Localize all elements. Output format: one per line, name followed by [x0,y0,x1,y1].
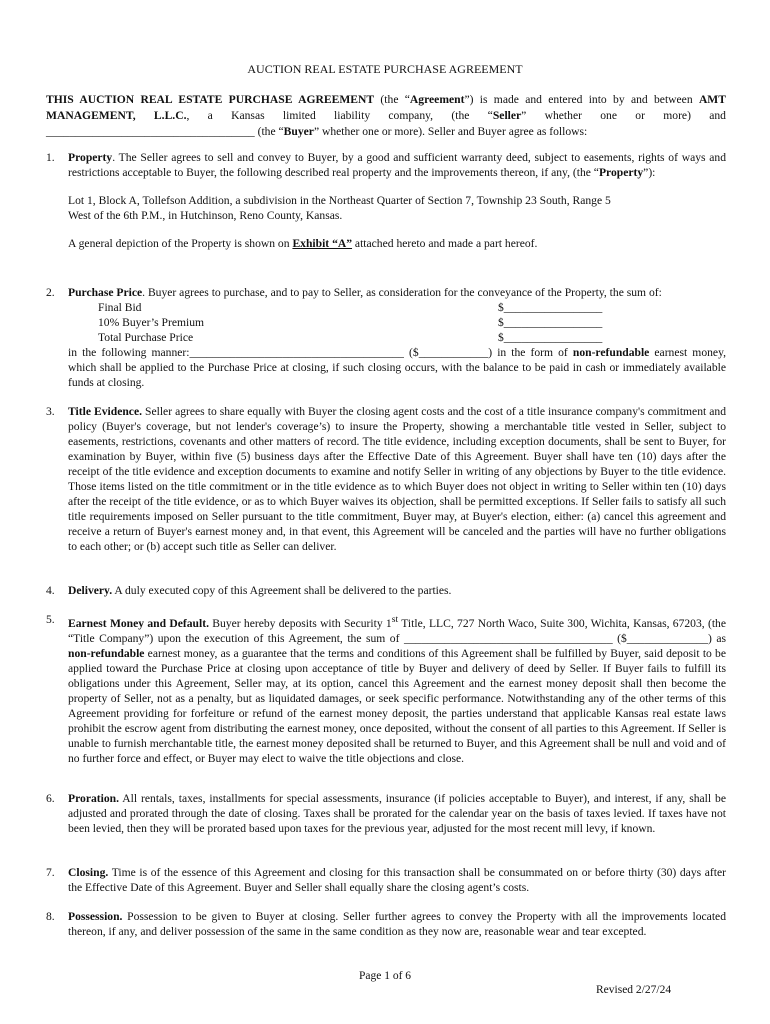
section-number: 5. [46,613,55,626]
price-label: Total Purchase Price [98,331,194,344]
price-row-total [68,330,726,345]
page-number: Page 1 of 6 [358,970,412,982]
section-text: Closing. Time is of the essence of this Agreement and closing for this transaction shall be consummated on or before thirty (30) days after the Effective Date of this Agreement. Buyer and Seller shall equally share the closing agent’s costs. [68,866,726,894]
section-number: 3. [46,405,55,418]
section-number: 8. [46,910,55,923]
section-number: 6. [46,792,55,805]
section-text: Proration. All rentals, taxes, installments for special assessments, insurance (if policies acceptable to Buyer), and interest, if any, shall be adjusted and prorated through the date of closing. Taxes shall be prorated for the calendar year on the basis of taxes levied. If taxes have not been levied, then they will be prorated based upon taxes for the previous year, adjusted for the most recent mill levy, if known. [68,792,726,835]
section-text: Earnest Money and Default. Buyer hereby deposits with Security 1st Title, LLC, 727 North Waco, Suite 300, Wichita, Kansas, 67203, (the “Title Company”) upon the execution of this Agreement, the sum of ____________________________________ ($______________) as non-refundable earnest money, as a guarantee that the terms and conditions of this Agreement shall be fulfilled by Buyer, said deposit to be applied toward the Purchase Price at closing upon acceptance of title by Buyer and delivery of deed by Seller. If Buyer fails to fulfill its obligations under this Agreement, Seller may, at its option, cancel this Agreement and the earnest money deposit shall then become the property of Seller, not as a penalty, but as liquidated damages, or seek specific performance. Notwithstanding any of the other terms of this Agreement providing for forfeiture or refund of the earnest money deposit, the parties understand that applicable Kansas real estate laws prohibit the escrow agent from distributing the earnest money, once deposited, without the consent of all parties to this Agreement. If Seller is unable to furnish merchantable title, the earnest money deposited shall be returned to Buyer, and this Agreement shall be null and void and of no further force and effect, or Buyer may elect to waive the title objections and close. [68,614,727,765]
document-title: AUCTION REAL ESTATE PURCHASE AGREEMENT [247,62,523,76]
price-blank[interactable]: $_________________ [498,331,603,344]
section-possession [46,909,726,939]
legal-description: Lot 1, Block A, Tollefson Addition, a subdivision in the Northeast Quarter of Section 7, Township 23 South, Range 5 West of the 6th P.M., in Hutchinson, Reno County, Kansas. [68,194,611,222]
price-row-final-bid [68,300,726,315]
revision-date: Revised 2/27/24 [596,984,672,996]
section-text: Possession. Possession to be given to Buyer at closing. Seller further agrees to convey the Property with all the improvements located thereon, if any, and deliver possession of the same in the same condition as they now are, reasonable wear and tear excepted. [68,910,726,938]
exhibit-reference: A general depiction of the Property is shown on Exhibit “A” attached hereto and made a part hereof. [68,237,538,250]
price-blank[interactable]: $_________________ [498,316,603,329]
section-earnest-money [46,612,726,766]
section-text: Property. The Seller agrees to sell and convey to Buyer, by a good and sufficient warranty deed, subject to easements, rights of ways and restrictions acceptable to Buyer, the following described real property and the improvements thereon, if any, (the “Property”): [68,151,726,179]
price-row-buyers-premium [68,315,726,330]
price-label: Final Bid [98,301,142,314]
section-number: 7. [46,866,55,879]
section-text: Purchase Price. Buyer agrees to purchase, and to pay to Seller, as consideration for the conveyance of the Property, the sum of: [68,286,662,299]
section-closing [46,865,726,895]
section-text: Title Evidence. Seller agrees to share equally with Buyer the closing agent costs and the cost of a title insurance company's commitment and policy (Buyer's coverage, but not lender's coverage’s) to insure the Property, showing a merchantable title vested in Seller, subject to easements, restrictions, covenants and other matters of record. The title evidence, including exception documents, shall be sent to Buyer, for examination by Buyer, within five (5) business days after the Effective Date of this Agreement. Buyer shall have ten (10) days after the receipt of the title evidence and exception documents to examine and notify Seller in writing of any objections by Buyer to the title evidence. Those items listed on the title commitment or in the title evidence as to which Buyer does not object in writing to Seller within ten (10) days after the receipt of the title evidence, or as to which Buyer waives its objection, shall be permitted exceptions. If Seller fails to satisfy all such title requirements imposed on Seller pursuant to the title commitment, Buyer may, at Buyer's election, either: (a) cancel this agreement and receive a return of Buyer's earnest money and, in that event, this Agreement will be canceled and the parties will have no further obligations to each other; or (b) accept such title as Seller can deliver. [68,405,726,553]
section-number: 1. [46,151,55,164]
section-delivery [46,583,726,598]
intro-paragraph: THIS AUCTION REAL ESTATE PURCHASE AGREEMENT (the “Agreement”) is made and entered into by and between AMT MANAGEMENT, L.L.C., a Kansas limited liability company, (the “Seller” whether one or more) and ____________________________________ (the “Buyer” whether one or more). Seller and Buyer agree as follows: [46,93,726,138]
price-blank[interactable]: $_________________ [498,301,603,314]
section-proration [46,791,726,836]
section-text: Delivery. A duly executed copy of this Agreement shall be delivered to the parties. [68,584,452,597]
section-title-evidence [46,404,726,554]
payment-manner: in the following manner:_____________________________________ ($____________) in the form of non-refundable earnest money, which shall be applied to the Purchase Price at closing, if such closing occurs, with the balance to be paid in cash or immediately available funds at closing. [68,346,727,389]
section-property [46,150,726,251]
price-label: 10% Buyer’s Premium [98,316,205,329]
section-number: 4. [46,584,55,597]
section-purchase-price [46,285,726,390]
section-number: 2. [46,286,55,299]
